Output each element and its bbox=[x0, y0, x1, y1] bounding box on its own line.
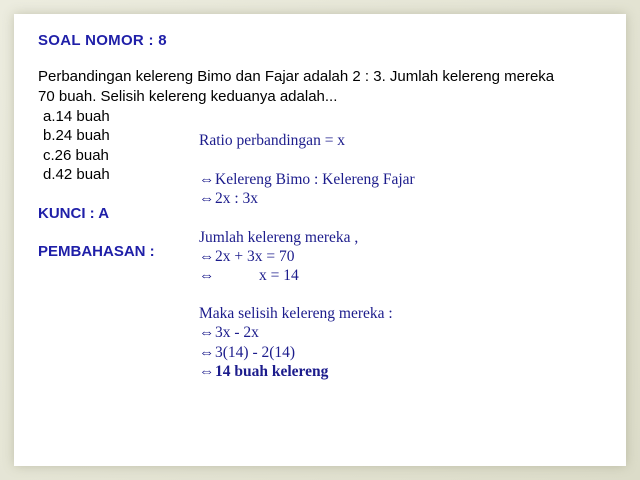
question-text-line2: 70 buah. Selisih kelereng keduanya adalah... bbox=[38, 88, 338, 105]
ratio-definition: Ratio perbandingan = x bbox=[199, 132, 346, 149]
equivalence-arrow-icon: ⇔ bbox=[199, 344, 215, 361]
equivalence-arrow-icon: ⇔ bbox=[199, 324, 215, 341]
difference-substituted bbox=[199, 344, 295, 362]
equivalence-arrow-icon: ⇔ bbox=[199, 190, 215, 207]
step-ratio-names bbox=[199, 171, 415, 189]
step-ratio-values-text: 2x : 3x bbox=[215, 190, 259, 207]
sum-equation bbox=[199, 248, 294, 266]
equivalence-arrow-icon: ⇔ bbox=[199, 248, 215, 265]
question-title: SOAL NOMOR : 8 bbox=[38, 32, 167, 49]
option-c: c.26 buah bbox=[43, 147, 109, 164]
difference-expression bbox=[199, 324, 259, 342]
sum-heading: Jumlah kelereng mereka , bbox=[199, 229, 359, 246]
difference-substituted-text: 3(14) - 2(14) bbox=[215, 344, 296, 361]
discussion-label: PEMBAHASAN : bbox=[38, 243, 155, 260]
option-b: b.24 buah bbox=[43, 127, 110, 144]
difference-heading: Maka selisih kelereng mereka : bbox=[199, 305, 393, 322]
difference-expression-text: 3x - 2x bbox=[215, 324, 259, 341]
step-ratio-values bbox=[199, 190, 258, 208]
question-text-line1: Perbandingan kelereng Bimo dan Fajar adalah 2 : 3. Jumlah kelereng mereka bbox=[38, 68, 555, 85]
option-a: a.14 buah bbox=[43, 108, 110, 125]
solve-x-text: x = 14 bbox=[259, 267, 299, 284]
final-result-text: 14 buah kelereng bbox=[215, 363, 329, 380]
equivalence-arrow-icon: ⇔ bbox=[199, 267, 215, 284]
sum-equation-text: 2x + 3x = 70 bbox=[215, 248, 295, 265]
step-ratio-names-text: Kelereng Bimo : Kelereng Fajar bbox=[215, 171, 415, 188]
answer-key: KUNCI : A bbox=[38, 205, 110, 222]
option-d: d.42 buah bbox=[43, 166, 110, 183]
equivalence-arrow-icon: ⇔ bbox=[199, 171, 215, 188]
equivalence-arrow-icon: ⇔ bbox=[199, 363, 215, 380]
solve-x bbox=[199, 267, 299, 285]
final-result bbox=[199, 363, 328, 381]
